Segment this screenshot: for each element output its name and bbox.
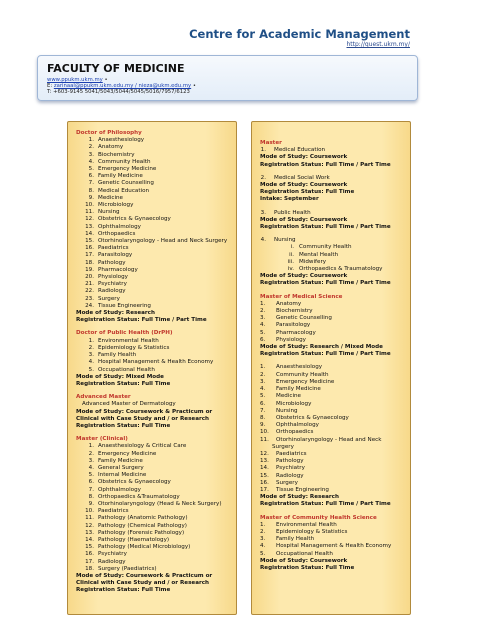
list-number: 22. — [85, 288, 94, 295]
list-number: iii. — [287, 258, 294, 265]
list-item-label: Ophthalmology — [98, 486, 141, 493]
list-number: 7. — [88, 486, 94, 493]
list-item — [260, 451, 406, 458]
list-item-continued: Surgery — [272, 443, 294, 450]
list-number: 1. — [88, 443, 94, 450]
clinical-list — [76, 443, 232, 573]
mode-of-study: Mode of Study: Coursework — [260, 182, 348, 189]
list-number: 2. — [260, 371, 266, 378]
list-item-label: Biochemistry — [276, 308, 313, 315]
list-item — [76, 281, 232, 288]
list-item: 4. Nursing — [260, 237, 296, 244]
list-item — [76, 231, 232, 238]
list-item-label: Orthopaedics — [98, 230, 136, 237]
list-number: 2. — [260, 308, 266, 315]
list-item — [76, 202, 232, 209]
list-number: 21. — [85, 281, 94, 288]
list-item-label: Midwifery — [299, 258, 327, 265]
faculty-header-box — [37, 55, 418, 101]
mode-of-study: Mode of Study: Mixed Mode — [76, 373, 164, 380]
list-number: 5. — [88, 472, 94, 479]
registration-status: Registration Status: Full Time / Part Time — [260, 280, 391, 287]
list-item-label: Pathology (Haematology) — [98, 536, 170, 543]
registration-status: Registration Status: Full Time — [76, 587, 171, 594]
intake: Intake: September — [260, 196, 319, 203]
list-item: 1. Medical Education — [260, 147, 326, 154]
list-number: 2. — [260, 528, 266, 535]
list-item — [76, 465, 232, 472]
list-number: 19. — [85, 266, 94, 273]
list-item — [76, 267, 232, 274]
list-number: iv. — [287, 266, 294, 273]
list-item-label: Tissue Engineering — [276, 486, 329, 493]
list-item — [76, 472, 232, 479]
list-number: 16. — [85, 551, 94, 558]
registration-status: Registration Status: Full Time — [76, 422, 171, 429]
list-number: 2. — [88, 344, 94, 351]
list-item: Advanced Master of Dermatology — [82, 401, 176, 408]
list-item-label: Community Health — [299, 244, 352, 251]
list-item-label: Family Medicine — [98, 457, 143, 464]
list-item-label: Obstetrics & Gynaecology — [98, 216, 171, 223]
list-number: 6. — [88, 479, 94, 486]
list-item-label: Pathology — [98, 259, 126, 266]
list-item — [76, 367, 232, 374]
list-item-label: Anaesthesiology — [276, 364, 323, 371]
list-item-label: Biochemistry — [98, 151, 135, 158]
list-item-label: Ophthalmology — [98, 223, 141, 230]
list-item — [260, 473, 406, 480]
list-item — [76, 238, 232, 245]
list-item-label: Family Medicine — [98, 173, 143, 180]
nursing-sub-list — [260, 244, 406, 273]
list-item: 3. Public Health — [260, 209, 311, 216]
list-number: 4. — [88, 158, 94, 165]
list-item-label: Otorhinolaryngology (Head & Neck Surgery) — [98, 500, 222, 507]
list-item-label: Paediatrics — [98, 508, 129, 515]
list-item — [76, 359, 232, 366]
list-item — [76, 487, 232, 494]
list-number: 9. — [88, 500, 94, 507]
list-number: 3. — [88, 352, 94, 359]
list-item — [260, 487, 406, 494]
mode-of-study: Mode of Study: Coursework — [260, 216, 348, 223]
list-item — [76, 494, 232, 501]
list-item-label: Paediatrics — [276, 450, 307, 457]
list-item-label: Epidemiology & Statistics — [276, 528, 348, 535]
list-item-label: Anatomy — [276, 300, 302, 307]
list-item-label: Hospital Management & Health Economy — [98, 359, 214, 366]
list-number: 7. — [88, 180, 94, 187]
left-programme-panel — [67, 121, 237, 615]
list-item — [76, 338, 232, 345]
faculty-title: FACULTY OF MEDICINE — [47, 62, 185, 75]
bullet: • — [192, 83, 196, 89]
list-item-label: Pathology (Forensic Pathology) — [98, 529, 185, 536]
list-number: 3. — [260, 378, 266, 385]
registration-status: Registration Status: Full Time / Part Time — [260, 501, 391, 508]
bullet: • — [104, 77, 108, 83]
list-item — [260, 401, 406, 408]
list-number: 9. — [88, 194, 94, 201]
list-number: 1. — [260, 521, 266, 528]
list-item — [260, 522, 406, 529]
list-item — [260, 266, 406, 273]
registration-status: Registration Status: Full Time / Part Time — [76, 317, 207, 324]
list-item-label: Microbiology — [276, 400, 312, 407]
list-item — [76, 508, 232, 515]
list-item — [260, 415, 406, 422]
list-number: 3. — [260, 536, 266, 543]
list-number: 5. — [260, 550, 266, 557]
centre-title: Centre for Academic Management — [189, 27, 410, 41]
list-item — [260, 337, 406, 344]
list-number: 4. — [260, 322, 266, 329]
list-number: 14. — [85, 230, 94, 237]
list-item — [76, 245, 232, 252]
list-item — [260, 259, 406, 266]
list-item — [260, 252, 406, 259]
list-item-label: Emergency Medicine — [276, 378, 335, 385]
list-item — [260, 330, 406, 337]
list-number: 15. — [260, 472, 269, 479]
list-number: 13. — [85, 223, 94, 230]
mode-of-study: Mode of Study: Research — [260, 494, 339, 501]
mode-of-study: Mode of Study: Coursework — [260, 154, 348, 161]
list-number: 10. — [260, 429, 269, 436]
list-item-label: Emergency Medicine — [98, 166, 157, 173]
list-item — [76, 523, 232, 530]
list-item — [260, 536, 406, 543]
list-number: 13. — [85, 529, 94, 536]
list-item-label: Genetic Counselling — [276, 315, 332, 322]
list-item — [260, 315, 406, 322]
list-item-label: Psychiatry — [98, 281, 127, 288]
list-item-label: Medical Education — [98, 187, 150, 194]
list-item-label: Emergency Medicine — [98, 450, 157, 457]
list-item-label: Physiology — [276, 336, 306, 343]
list-item — [76, 173, 232, 180]
list-number: 12. — [85, 522, 94, 529]
mchs-list — [260, 522, 406, 558]
list-item-label: Orthopaedics — [276, 429, 314, 436]
list-item — [76, 559, 232, 566]
section-title: Master — [260, 140, 282, 146]
list-item — [260, 529, 406, 536]
list-number: 16. — [85, 245, 94, 252]
list-number: 2. — [88, 450, 94, 457]
list-number: i. — [290, 244, 294, 251]
list-number: ii. — [289, 251, 294, 258]
list-item-label: Surgery (Paediatrics) — [98, 565, 157, 572]
mms-list-a — [260, 301, 406, 344]
list-item — [76, 260, 232, 267]
list-item — [260, 480, 406, 487]
list-item-label: Environmental Health — [276, 521, 337, 528]
list-item-label: Pathology (Anatomic Pathology) — [98, 515, 188, 522]
list-item — [76, 458, 232, 465]
list-item — [260, 543, 406, 550]
list-number: 10. — [85, 508, 94, 515]
list-item — [260, 393, 406, 400]
mode-of-study: Clinical with Case Study and / or Research — [76, 415, 210, 422]
list-item-label: Pharmacology — [98, 266, 138, 273]
list-item-label: Pathology (Chemical Pathology) — [98, 522, 187, 529]
list-item-label: Surgery — [98, 295, 120, 302]
list-number: 23. — [85, 295, 94, 302]
list-item: 11. Otorhinolaryngology - Head and Neck — [260, 436, 382, 443]
list-item-label: Orthopaedics & Traumatology — [299, 266, 383, 273]
list-item — [76, 352, 232, 359]
section-title: Doctor of Philosophy — [76, 130, 142, 136]
mode-of-study: Mode of Study: Coursework — [260, 557, 348, 564]
list-number: 17. — [260, 486, 269, 493]
list-item-label: Pharmacology — [276, 329, 316, 336]
list-item — [76, 224, 232, 231]
section-title: Doctor of Public Health (DrPH) — [76, 330, 173, 337]
list-item-label: Pathology (Medical Microbiology) — [98, 544, 191, 551]
list-item-label: Medicine — [98, 194, 123, 201]
list-item-label: Paediatrics — [98, 245, 129, 252]
list-number: 3. — [88, 457, 94, 464]
list-item — [76, 180, 232, 187]
list-number: 5. — [260, 393, 266, 400]
list-item — [260, 322, 406, 329]
list-number: 5. — [88, 366, 94, 373]
list-item — [76, 566, 232, 573]
mode-of-study: Mode of Study: Research / Mixed Mode — [260, 344, 383, 351]
list-item-label: Otorhinolaryngology - Head and Neck Surgery — [98, 238, 228, 245]
phd-list — [76, 137, 232, 310]
list-item — [260, 308, 406, 315]
list-item-label: Family Health — [276, 536, 315, 543]
list-item-label: Obstetrics & Gynaecology — [98, 479, 171, 486]
list-number: 7. — [260, 407, 266, 414]
mode-of-study: Mode of Study: Coursework — [260, 273, 348, 280]
registration-status: Registration Status: Full Time — [260, 564, 355, 571]
list-number: 11. — [85, 209, 94, 216]
list-item-label: Community Health — [98, 158, 151, 165]
list-item-label: Microbiology — [98, 202, 134, 209]
list-item-label: Anaesthesiology & Critical Care — [98, 443, 187, 450]
list-item-label: Nursing — [276, 407, 298, 414]
list-number: 3. — [260, 315, 266, 322]
list-item — [76, 515, 232, 522]
list-number: 8. — [88, 187, 94, 194]
section-title: Master of Community Health Science — [260, 514, 377, 521]
list-number: 17. — [85, 252, 94, 259]
list-item — [76, 288, 232, 295]
list-number: 12. — [260, 450, 269, 457]
list-item-label: Pathology — [276, 458, 304, 465]
list-item — [76, 296, 232, 303]
section-title: Master (Clinical) — [76, 436, 128, 443]
list-item — [76, 451, 232, 458]
list-item — [76, 159, 232, 166]
list-item — [76, 501, 232, 508]
list-item-label: Family Medicine — [276, 386, 321, 393]
list-item-label: Radiology — [276, 472, 304, 479]
list-item-label: Parasitology — [98, 252, 133, 259]
list-item-label: Family Health — [98, 352, 137, 359]
list-item — [76, 188, 232, 195]
list-number: 8. — [88, 493, 94, 500]
list-item — [76, 443, 232, 450]
list-item — [260, 372, 406, 379]
list-number: 12. — [85, 216, 94, 223]
list-number: 4. — [88, 359, 94, 366]
list-item-label: Tissue Engineering — [98, 302, 151, 309]
list-number: 11. — [85, 515, 94, 522]
email-label: E: — [47, 83, 53, 89]
list-item-label: Internal Medicine — [98, 472, 147, 479]
list-item — [260, 244, 406, 251]
list-number: 1. — [260, 364, 266, 371]
list-item — [260, 422, 406, 429]
list-number: 6. — [260, 400, 266, 407]
list-item — [260, 429, 406, 436]
list-item — [260, 364, 406, 371]
list-item — [76, 544, 232, 551]
list-item-label: Occupational Health — [276, 550, 333, 557]
list-number: 15. — [85, 544, 94, 551]
mode-of-study: Clinical with Case Study and / or Research — [76, 580, 210, 587]
list-item — [76, 195, 232, 202]
mode-of-study: Mode of Study: Research — [76, 310, 155, 317]
list-item — [76, 144, 232, 151]
list-item-label: Occupational Health — [98, 366, 155, 373]
list-number: 20. — [85, 274, 94, 281]
centre-url-link[interactable]: http://quest.ukm.my/ — [346, 41, 410, 48]
list-item — [260, 551, 406, 558]
list-item-label: Ophthalmology — [276, 422, 319, 429]
list-item-label: Anatomy — [98, 144, 124, 151]
list-item-label: Physiology — [98, 274, 128, 281]
list-item — [260, 301, 406, 308]
list-item — [76, 551, 232, 558]
list-number: 8. — [260, 414, 266, 421]
list-item — [76, 137, 232, 144]
right-programme-panel — [251, 121, 411, 615]
list-item-label: Community Health — [276, 371, 329, 378]
list-item — [76, 479, 232, 486]
list-item-label: Mental Health — [299, 251, 339, 258]
list-number: 14. — [85, 536, 94, 543]
list-number: 1. — [260, 300, 266, 307]
list-item — [260, 379, 406, 386]
list-number: 6. — [260, 336, 266, 343]
list-item — [76, 274, 232, 281]
list-number: 9. — [260, 422, 266, 429]
list-item-label: Obstetrics & Gynaecology — [276, 414, 349, 421]
list-item-label: Psychiatry — [98, 551, 127, 558]
list-item — [76, 209, 232, 216]
list-item — [260, 465, 406, 472]
registration-status: Registration Status: Full Time / Part Time — [260, 161, 391, 168]
list-item — [76, 216, 232, 223]
list-number: 1. — [88, 337, 94, 344]
list-item — [76, 152, 232, 159]
list-item-label: Epidemiology & Statistics — [98, 344, 170, 351]
list-number: 18. — [85, 259, 94, 266]
list-item-label: Surgery — [276, 479, 298, 486]
list-number: 15. — [85, 238, 94, 245]
list-item-label: Psychiatry — [276, 465, 305, 472]
list-item — [76, 303, 232, 310]
drph-list — [76, 338, 232, 374]
list-item — [260, 408, 406, 415]
list-item — [260, 386, 406, 393]
list-item-label: General Surgery — [98, 464, 144, 471]
list-item — [260, 458, 406, 465]
list-number: 24. — [85, 302, 94, 309]
list-number: 3. — [88, 151, 94, 158]
registration-status: Registration Status: Full Time / Part Time — [260, 351, 391, 358]
list-number: 16. — [260, 479, 269, 486]
list-number: 2. — [88, 144, 94, 151]
registration-status: Registration Status: Full Time / Part Time — [260, 224, 391, 231]
website-link[interactable]: www.ppukm.ukm.my — [47, 77, 103, 83]
mms-list-c — [260, 451, 406, 494]
list-item-label: Radiology — [98, 558, 126, 565]
list-item-label: Radiology — [98, 288, 126, 295]
list-item — [76, 537, 232, 544]
list-number: 1. — [88, 137, 94, 144]
list-number: 5. — [88, 166, 94, 173]
registration-status: Registration Status: Full Time — [260, 189, 355, 196]
list-item-label: Anaesthesiology — [98, 137, 145, 144]
mms-list-b — [260, 364, 406, 436]
list-item — [76, 166, 232, 173]
list-number: 14. — [260, 465, 269, 472]
list-item-label: Environmental Health — [98, 337, 159, 344]
list-number: 5. — [260, 329, 266, 336]
list-number: 4. — [260, 543, 266, 550]
list-number: 4. — [260, 386, 266, 393]
phone-line: T: +603-9145 5041/5043/5044/5045/5016/7957/6123 — [47, 89, 190, 95]
list-number: 13. — [260, 458, 269, 465]
registration-status: Registration Status: Full Time — [76, 380, 171, 387]
list-number: 10. — [85, 202, 94, 209]
list-item-label: Orthopaedics &Traumatology — [98, 493, 180, 500]
list-number: 18. — [85, 565, 94, 572]
mode-of-study: Mode of Study: Coursework & Practicum or — [76, 572, 213, 579]
list-item-label: Hospital Management & Health Economy — [276, 543, 392, 550]
list-item-label: Nursing — [98, 209, 120, 216]
list-item: 2. Medical Social Work — [260, 174, 330, 181]
list-number: 6. — [88, 173, 94, 180]
mode-of-study: Mode of Study: Coursework & Practicum or — [76, 408, 213, 415]
list-item — [76, 530, 232, 537]
list-item — [76, 252, 232, 259]
list-item-label: Medicine — [276, 393, 301, 400]
list-item-label: Parasitology — [276, 322, 311, 329]
section-title: Master of Medical Science — [260, 293, 343, 300]
list-number: 4. — [88, 464, 94, 471]
list-number: 17. — [85, 558, 94, 565]
list-item — [76, 345, 232, 352]
section-title: Advanced Master — [76, 394, 131, 401]
list-item-label: Genetic Counselling — [98, 180, 154, 187]
email-link[interactable]: zarinaal@ppukm.ukm.edu.my / nieza@ukm.edu.my — [53, 83, 192, 89]
